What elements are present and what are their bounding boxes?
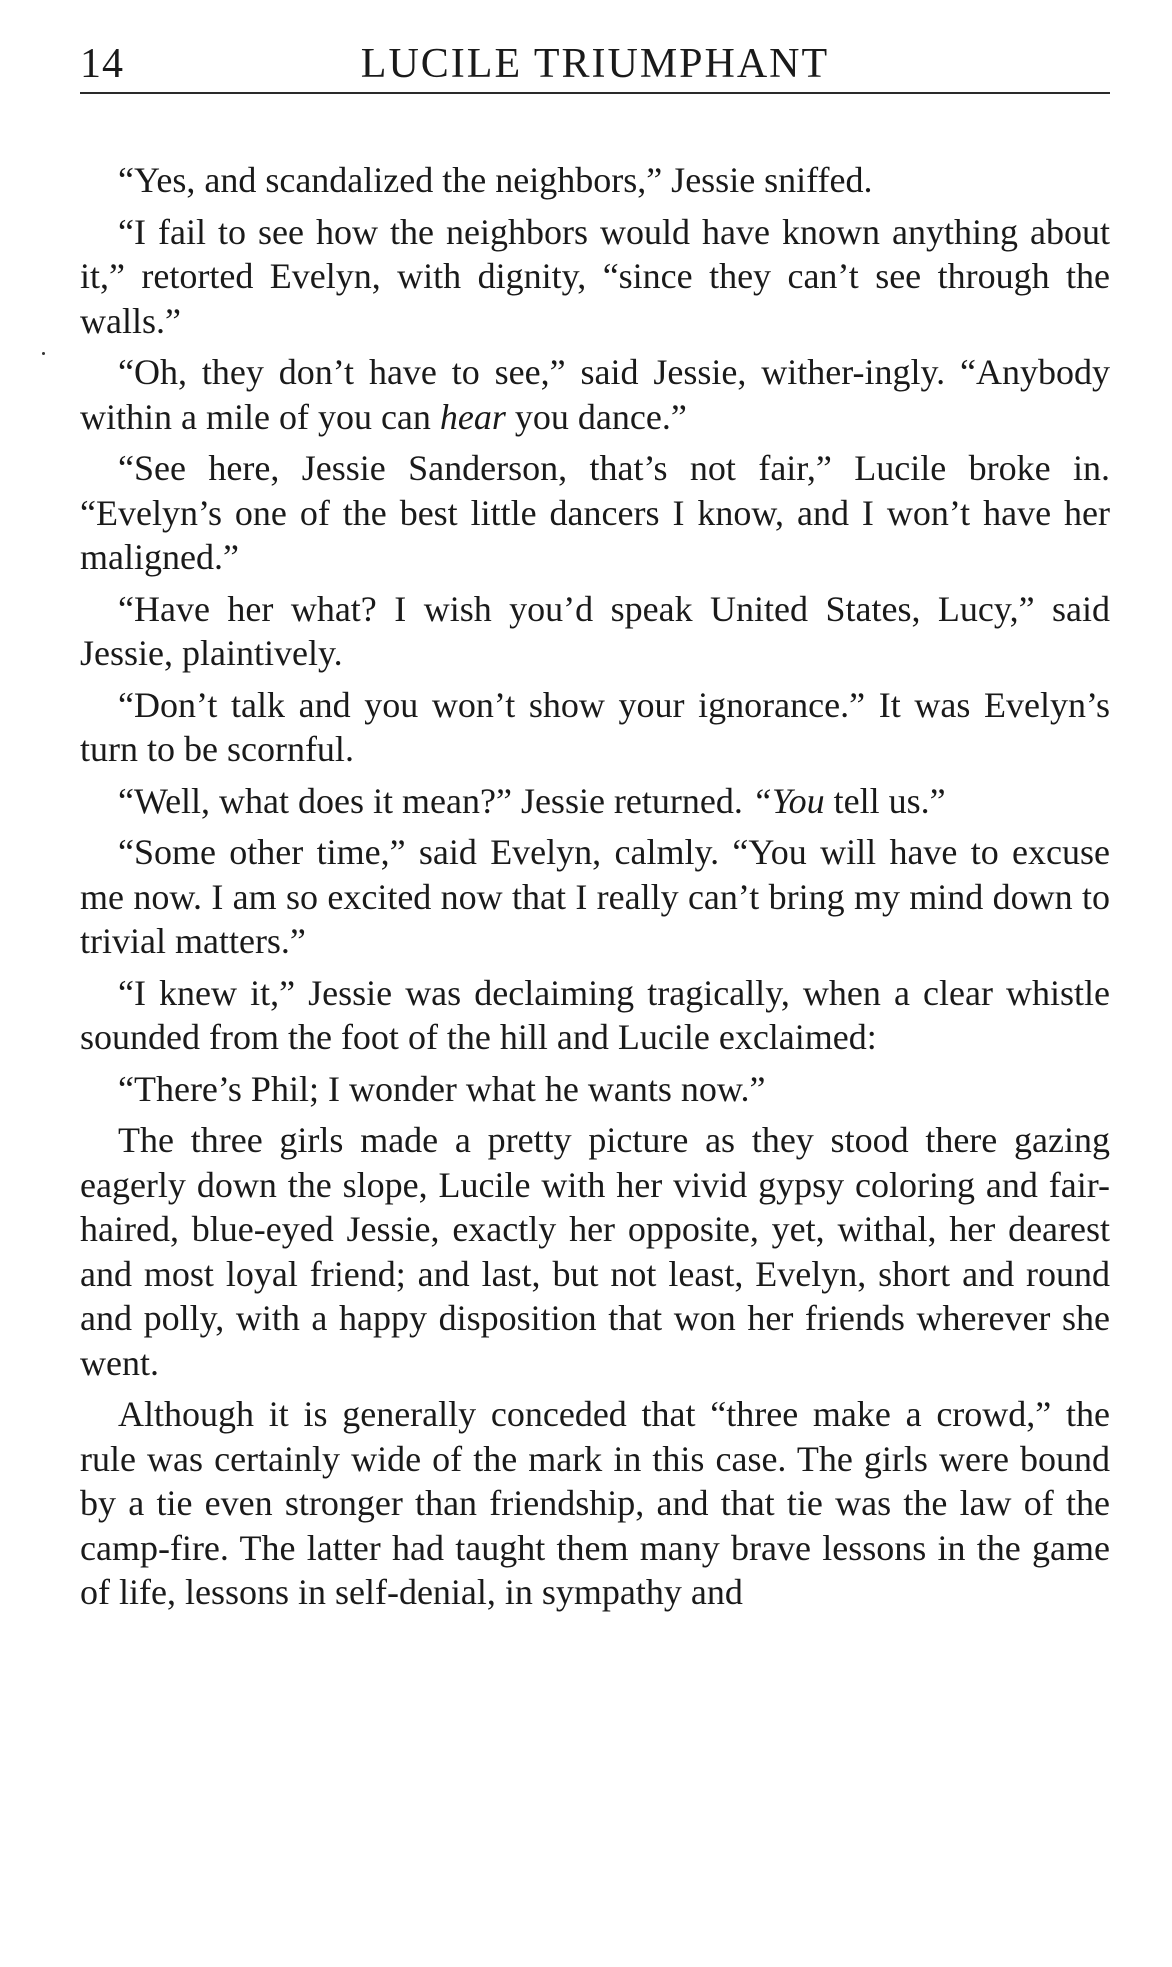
paragraph: [80, 350, 1110, 439]
paragraph: [80, 1392, 1110, 1615]
paragraph-text: “Well, what does it mean?” Jessie returned.: [118, 780, 752, 821]
paragraph: [80, 158, 1110, 203]
paragraph-text: “Yes, and scandalized the neighbors,” Jessie sniffed.: [118, 160, 873, 200]
paragraph: [80, 210, 1110, 344]
paragraph: [80, 1118, 1110, 1385]
paragraph-text: “See here, Jessie Sanderson, that’s not fair,” Lucile broke in. “Evelyn’s one of the best little dancers I know, and I won’t have her maligned.”: [80, 448, 1110, 577]
paragraph-text: “There’s Phil; I wonder what he wants now.”: [118, 1068, 766, 1109]
paragraph: [80, 971, 1110, 1060]
paragraph-text: The three girls made a pretty picture as they stood there gazing eagerly down the slope, Lucile with her vivid gypsy coloring and fair-haired, blue-eyed Jessie, exactly her opposite, yet, withal, her dearest and most loyal friend; and last, but not least, Evelyn, short and round and polly, with a happy disposition that won her friends wherever she went.: [80, 1120, 1110, 1383]
running-head: LUCILE TRIUMPHANT: [360, 41, 830, 87]
header-rule: [80, 92, 1110, 94]
paragraph-text: “Have her what? I wish you’d speak United States, Lucy,” said Jessie, plaintively.: [80, 588, 1110, 673]
paragraph-text: “Oh, they don’t have to see,” said Jessie, wither-ingly. “Anybody within a mile of you can: [80, 352, 1110, 437]
italic-text: “You: [751, 780, 825, 821]
body-text: [80, 158, 1110, 1622]
paragraph: [80, 830, 1110, 964]
italic-text: hear: [439, 396, 506, 437]
paragraph-text: tell us.”: [824, 780, 946, 821]
print-speck: [42, 352, 45, 355]
paragraph-text: “I fail to see how the neighbors would have known anything about it,” retorted Evelyn, with dignity, “since they can’t see through the walls.”: [80, 211, 1110, 341]
paragraph: [80, 1067, 1110, 1112]
paragraph: [80, 587, 1110, 676]
paragraph-text: “Don’t talk and you won’t show your ignorance.” It was Evelyn’s turn to be scornful.: [80, 684, 1110, 769]
page-header: [80, 38, 1110, 94]
paragraph-text: “I knew it,” Jessie was declaiming tragically, when a clear whistle sounded from the foot of the hill and Lucile exclaimed:: [80, 972, 1110, 1057]
page-number: 14: [80, 41, 124, 87]
paragraph-text: Although it is generally conceded that “three make a crowd,” the rule was certainly wide of the mark in this case. The girls were bound by a tie even stronger than friendship, and that tie was the law of the camp-fire. The latter had taught them many brave lessons in the game of life, lessons in self-denial, in sympathy and: [80, 1394, 1110, 1612]
paragraph-text: you dance.”: [505, 396, 687, 437]
paragraph: [80, 446, 1110, 580]
paragraph: [80, 683, 1110, 772]
paragraph-text: “Some other time,” said Evelyn, calmly. “You will have to excuse me now. I am so excited now that I really can’t bring my mind down to trivial matters.”: [80, 832, 1110, 961]
paragraph: [80, 779, 1110, 824]
